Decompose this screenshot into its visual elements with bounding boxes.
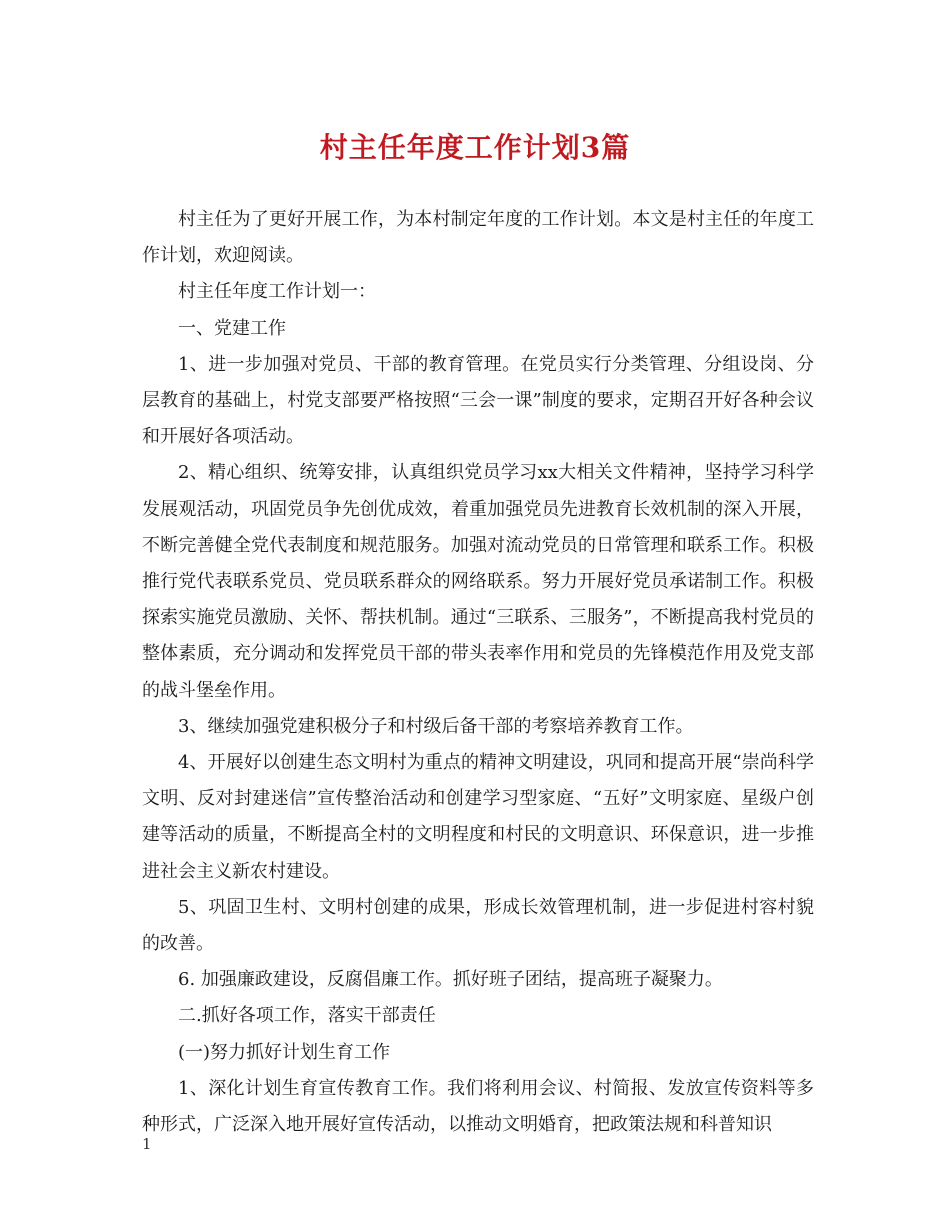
paragraph-item-1: 1、进一步加强对党员、干部的教育管理。在党员实行分类管理、分组设岗、分层教育的基础上，村党支部要严格按照“三会一课”制度的要求，定期召开好各种会议和开展好各项活动。: [142, 353, 814, 448]
paragraph-item-4: 4、开展好以创建生态文明村为重点的精神文明建设，巩同和提高开展“崇尚科学文明、反对封建迷信”宣传整治活动和创建学习型家庭、“五好”文明家庭、星级户创建等活动的质量，不断提高全村的文明程度和村民的文明意识、环保意识，进一步推进社会主义新农村建设。: [142, 752, 814, 882]
paragraph-intro: 村主任为了更好开展工作，为本村制定年度的工作计划。本文是村主任的年度工作计划，欢迎阅读。: [142, 209, 814, 267]
paragraph-plan-one-heading: 村主任年度工作计划一：: [178, 281, 376, 303]
document-body: [142, 202, 814, 1143]
section-heading-party-building: 一、党建工作: [178, 317, 286, 339]
section-heading-responsibilities: 二.抓好各项工作，落实干部责任: [178, 1005, 436, 1027]
subsection-heading-family-planning: (一)努力抓好计划生育工作: [178, 1041, 391, 1063]
paragraph-item-2: 2、精心组织、统筹安排，认真组织党员学习xx大相关文件精神，坚持学习科学发展观活动，巩固党员争先创优成效，着重加强党员先进教育长效机制的深入开展，不断完善健全党代表制度和规范服务。加强对流动党员的日常管理和联系工作。积极推行党代表联系党员、党员联系群众的网络联系。努力开展好党员承诺制工作。积极探索实施党员激励、关怀、帮扶机制。通过“三联系、三服务”，不断提高我村党员的整体素质，充分调动和发挥党员干部的带头表率作用和党员的先锋模范作用及党支部的战斗堡垒作用。: [142, 462, 814, 701]
paragraph-family-planning-1: 1、深化计划生育宣传教育工作。我们将利用会议、村简报、发放宣传资料等多种形式，广泛深入地开展好宣传活动，以推动文明婚育，把政策法规和科普知识: [142, 1077, 814, 1136]
paragraph-item-6: 6. 加强廉政建设，反腐倡廉工作。抓好班子团结，提高班子凝聚力。: [178, 969, 723, 991]
page-number: 1: [142, 1135, 152, 1153]
document-title: 村主任年度工作计划3篇: [319, 131, 631, 164]
paragraph-item-5: 5、巩固卫生村、文明村创建的成果，形成长效管理机制，进一步促进村容村貌的改善。: [142, 896, 814, 955]
paragraph-item-3: 3、继续加强党建积极分子和村级后备干部的考察培养教育工作。: [178, 715, 694, 737]
